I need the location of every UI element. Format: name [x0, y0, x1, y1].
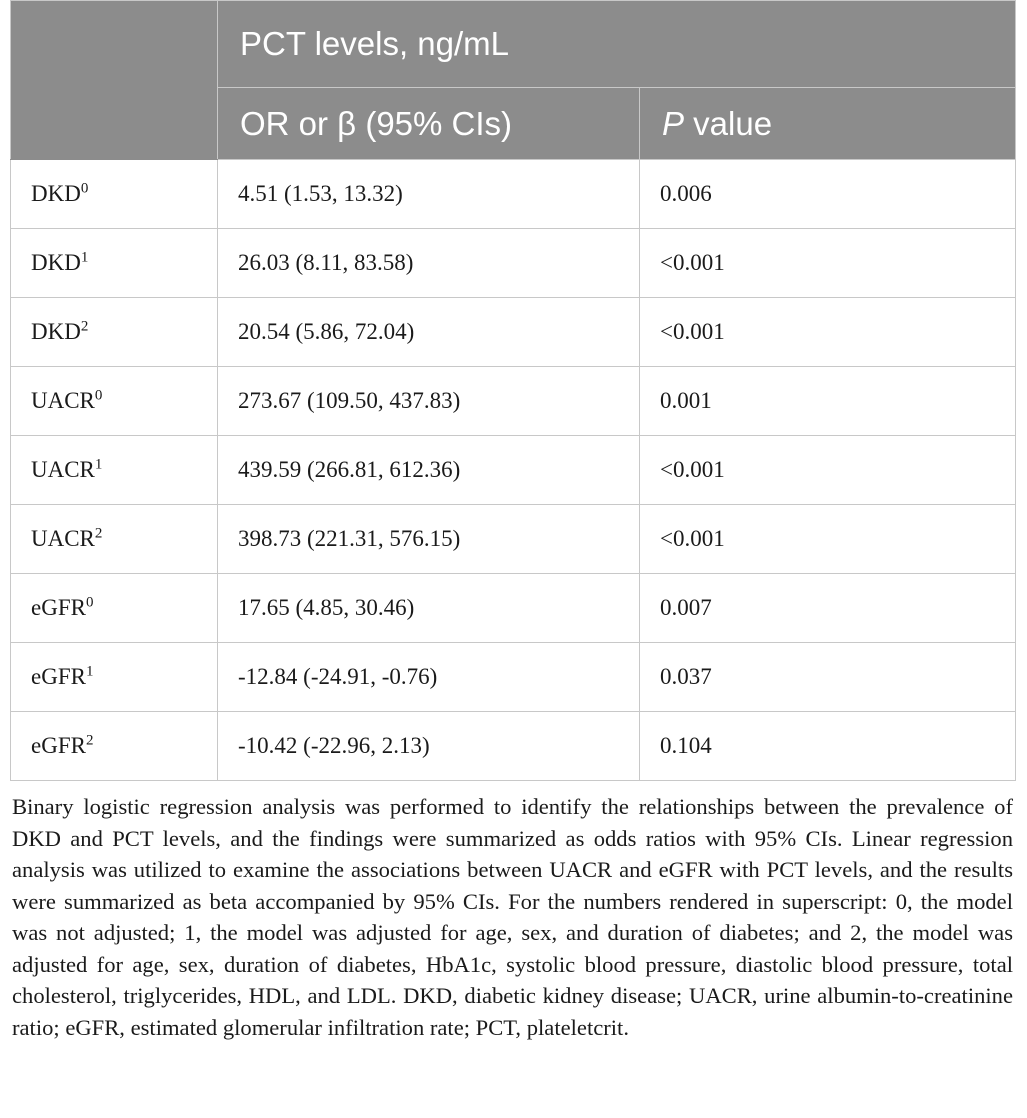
row-p-value: <0.001: [640, 505, 1016, 574]
header-row-group: [11, 1, 1016, 88]
model-superscript: 2: [85, 732, 94, 749]
model-superscript: 0: [85, 594, 94, 611]
model-superscript: 1: [85, 663, 94, 680]
variable-name: eGFR: [31, 595, 86, 620]
variable-name: UACR: [31, 457, 95, 482]
row-p-value: 0.104: [640, 712, 1016, 781]
model-superscript: 0: [94, 387, 103, 404]
row-variable: [11, 712, 218, 781]
model-superscript: 1: [80, 249, 89, 266]
row-variable: [11, 643, 218, 712]
model-superscript: 0: [80, 180, 89, 197]
table-row: [11, 643, 1016, 712]
variable-name: eGFR: [31, 664, 86, 689]
table-row: [11, 367, 1016, 436]
table-row: [11, 160, 1016, 229]
row-p-value: 0.006: [640, 160, 1016, 229]
variable-name: DKD: [31, 319, 81, 344]
table-row: [11, 229, 1016, 298]
variable-name: UACR: [31, 388, 95, 413]
row-estimate: 26.03 (8.11, 83.58): [218, 229, 640, 298]
row-variable: [11, 367, 218, 436]
row-p-value: 0.001: [640, 367, 1016, 436]
header-effect-label: OR or β (95% CIs): [218, 88, 640, 160]
row-variable: [11, 298, 218, 367]
row-p-value: 0.037: [640, 643, 1016, 712]
row-variable: [11, 505, 218, 574]
header-p-label: [640, 88, 1016, 160]
table-row: [11, 298, 1016, 367]
row-estimate: 20.54 (5.86, 72.04): [218, 298, 640, 367]
row-variable: [11, 229, 218, 298]
variable-name: DKD: [31, 250, 81, 275]
variable-name: eGFR: [31, 733, 86, 758]
row-estimate: 4.51 (1.53, 13.32): [218, 160, 640, 229]
variable-name: UACR: [31, 526, 95, 551]
row-estimate: 17.65 (4.85, 30.46): [218, 574, 640, 643]
row-variable: [11, 574, 218, 643]
table-row: [11, 436, 1016, 505]
model-superscript: 2: [80, 318, 89, 335]
row-estimate: -10.42 (-22.96, 2.13): [218, 712, 640, 781]
row-estimate: 398.73 (221.31, 576.15): [218, 505, 640, 574]
header-group-label: PCT levels, ng/mL: [218, 1, 1016, 88]
header-p-rest: value: [684, 104, 773, 142]
table-footnote: Binary logistic regression analysis was performed to identify the relationships between the prevalence of DKD and PCT levels, and the findings were summarized as odds ratios with 95% CIs. Linear regression analysis was utilized to examine the associations between UACR and eGFR with PCT levels, and the results were summarized as beta accompanied by 95% CIs. For the numbers rendered in superscript: 0, the model was not adjusted; 1, the model was adjusted for age, sex, and duration of diabetes; and 2, the model was adjusted for age, sex, duration of diabetes, HbA1c, systolic blood pressure, diastolic blood pressure, total cholesterol, triglycerides, HDL, and LDL. DKD, diabetic kidney disease; UACR, urine albumin-to-creatinine ratio; eGFR, estimated glomerular infiltration rate; PCT, plateletcrit.: [12, 794, 1013, 1040]
row-p-value: 0.007: [640, 574, 1016, 643]
header-p-italic: P: [662, 104, 685, 142]
variable-name: DKD: [31, 181, 81, 206]
row-p-value: <0.001: [640, 229, 1016, 298]
table-row: [11, 574, 1016, 643]
row-estimate: -12.84 (-24.91, -0.76): [218, 643, 640, 712]
row-variable: [11, 436, 218, 505]
row-estimate: 439.59 (266.81, 612.36): [218, 436, 640, 505]
table-row: [11, 712, 1016, 781]
table-row: [11, 505, 1016, 574]
row-estimate: 273.67 (109.50, 437.83): [218, 367, 640, 436]
row-variable: [11, 160, 218, 229]
model-superscript: 2: [94, 525, 103, 542]
results-table: [10, 0, 1016, 781]
row-p-value: <0.001: [640, 298, 1016, 367]
model-superscript: 1: [94, 456, 103, 473]
row-p-value: <0.001: [640, 436, 1016, 505]
header-blank-cell: [11, 1, 218, 160]
